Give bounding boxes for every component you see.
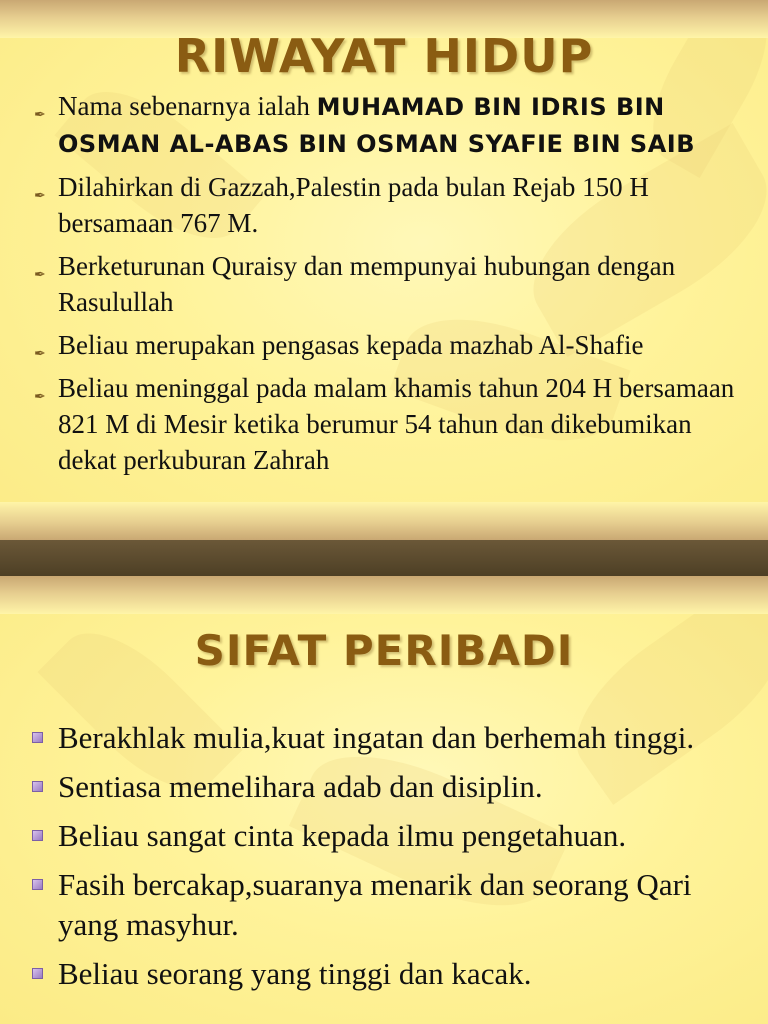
pen-nib-bullet-icon: ✒: [34, 189, 46, 204]
bullet-item: [30, 816, 730, 856]
bullet-text: Beliau merupakan pengasas kepada mazhab Al-Shafie: [58, 330, 644, 360]
pen-nib-bullet-icon: ✒: [34, 108, 46, 123]
bullet-item: [30, 718, 730, 758]
slide-title: SIFAT PERIBADI: [194, 626, 574, 675]
bullet-text: Beliau seorang yang tinggi dan kacak.: [58, 956, 532, 991]
bullet-text: Beliau sangat cinta kepada ilmu pengetahuan.: [58, 818, 627, 853]
bullet-text: Dilahirkan di Gazzah,Palestin pada bulan Rejab 150 H bersamaan 767 M.: [58, 172, 649, 238]
bullet-text: Fasih bercakap,suaranya menarik dan seorang Qari yang masyhur.: [58, 867, 692, 942]
bullet-item: [30, 865, 730, 945]
purple-square-bullet-icon: [32, 781, 43, 792]
purple-square-bullet-icon: [32, 732, 43, 743]
bullet-text: Berketurunan Quraisy dan mempunyai hubungan dengan Rasulullah: [58, 251, 676, 317]
bullet-item: [32, 327, 752, 363]
bullet-item: [32, 370, 752, 478]
purple-square-bullet-icon: [32, 879, 43, 890]
slide-bottom-bar: [0, 502, 768, 540]
slide-top-bar: [0, 576, 768, 614]
slide-separator: [0, 540, 768, 576]
bullet-item: [32, 169, 752, 241]
pen-nib-bullet-icon: ✒: [34, 268, 46, 283]
slide-title: RIWAYAT HIDUP: [174, 29, 594, 83]
bullet-item: [32, 248, 752, 320]
slide-sifat-peribadi: [0, 576, 768, 1024]
full-name: MUHAMAD BIN IDRIS BIN OSMAN AL-ABAS BIN OSMAN SYAFIE BIN SAIB: [58, 93, 696, 158]
bullet-text: Sentiasa memelihara adab dan disiplin.: [58, 769, 543, 804]
bullet-item: [32, 88, 752, 162]
purple-square-bullet-icon: [32, 968, 43, 979]
pen-nib-bullet-icon: ✒: [34, 347, 46, 362]
pen-nib-bullet-icon: ✒: [34, 390, 46, 405]
bullet-list: [32, 88, 752, 485]
bullet-text: Beliau meninggal pada malam khamis tahun 204 H bersamaan 821 M di Mesir ketika berumur 54 tahun dan dikebumikan dekat perkuburan Zahrah: [58, 373, 735, 475]
bullet-prefix: Nama sebenarnya ialah: [58, 91, 317, 121]
bullet-item: [30, 954, 730, 994]
bullet-text: Berakhlak mulia,kuat ingatan dan berhemah tinggi.: [58, 720, 695, 755]
bullet-item: [30, 767, 730, 807]
bullet-list: [30, 718, 730, 1003]
purple-square-bullet-icon: [32, 830, 43, 841]
